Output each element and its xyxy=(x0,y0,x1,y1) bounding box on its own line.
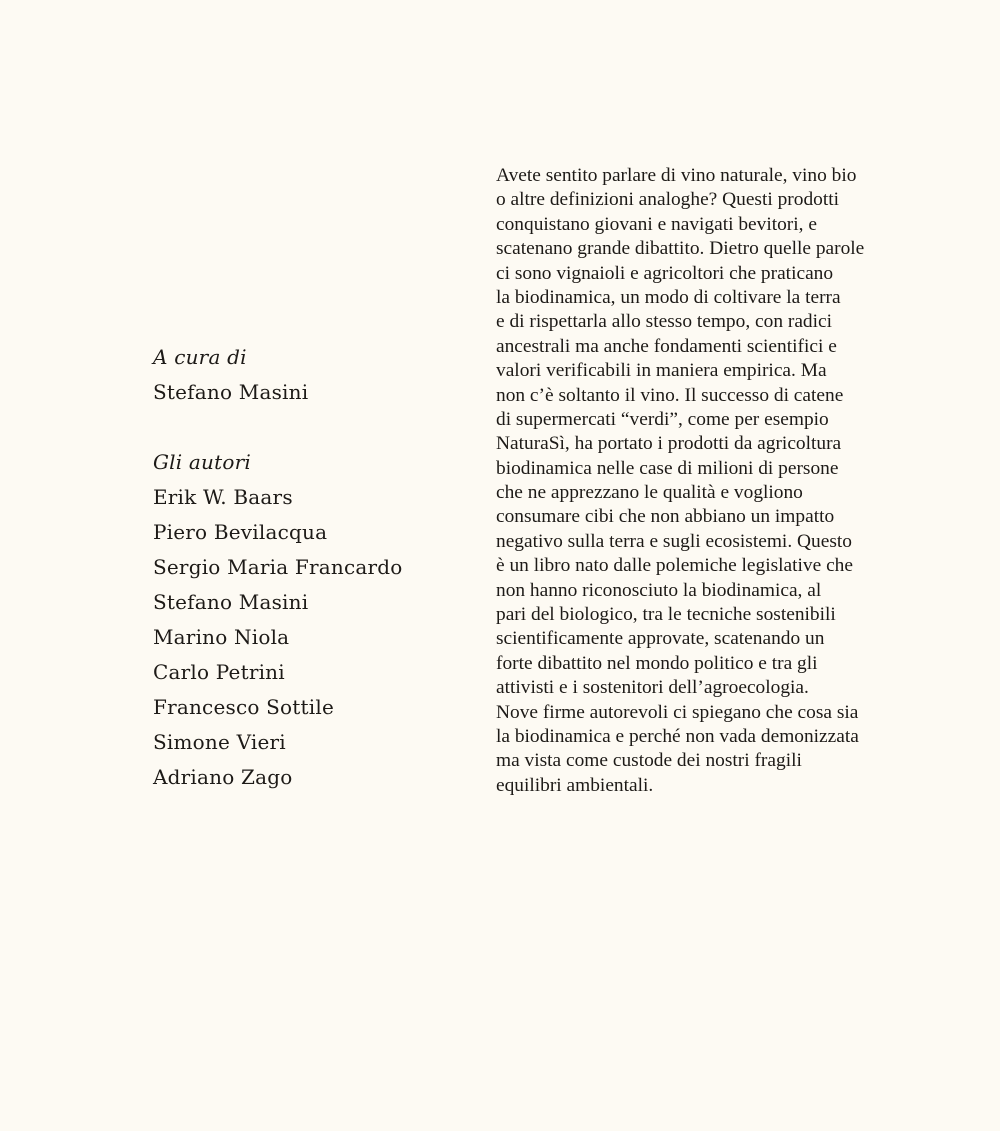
description-line: negativo sulla terra e sugli ecosistemi. Questo xyxy=(496,530,852,552)
description-line: non c’è soltanto il vino. Il successo di catene xyxy=(496,384,844,406)
description-line: ci sono vignaioli e agricoltori che praticano xyxy=(496,262,834,284)
description-line: la biodinamica e perché non vada demonizzata xyxy=(496,725,859,747)
description-line: biodinamica nelle case di milioni di persone xyxy=(496,457,839,479)
authors-label: Gli autori xyxy=(153,450,251,474)
description-line: la biodinamica, un modo di coltivare la terra xyxy=(496,286,841,308)
description-line: o altre definizioni analoghe? Questi prodotti xyxy=(496,189,840,211)
author-name: Stefano Masini xyxy=(153,590,309,614)
description-line: ma vista come custode dei nostri fragili xyxy=(496,750,802,772)
description-line: conquistano giovani e navigati bevitori, e xyxy=(496,213,817,235)
author-name: Erik W. Baars xyxy=(153,485,293,509)
description-text xyxy=(496,164,916,798)
author-name: Carlo Petrini xyxy=(153,660,285,684)
editor-name: Stefano Masini xyxy=(153,380,309,404)
description-line: pari del biologico, tra le tecniche sostenibili xyxy=(496,604,836,626)
author-name: Sergio Maria Francardo xyxy=(153,555,403,579)
author-name: Piero Bevilacqua xyxy=(153,520,328,544)
description-line: valori verificabili in maniera empirica. Ma xyxy=(496,360,827,382)
description-line: è un libro nato dalle polemiche legislative che xyxy=(496,555,853,577)
description-line: non hanno riconosciuto la biodinamica, al xyxy=(496,579,822,601)
description-line: ancestrali ma anche fondamenti scientifici e xyxy=(496,335,837,357)
author-name: Simone Vieri xyxy=(153,730,286,754)
description-line: attivisti e i sostenitori dell’agroecologia. xyxy=(496,677,809,699)
description-line: equilibri ambientali. xyxy=(496,774,654,796)
author-name: Marino Niola xyxy=(153,625,290,649)
description-line: Nove firme autorevoli ci spiegano che cosa sia xyxy=(496,701,859,723)
description-line: scatenano grande dibattito. Dietro quelle parole xyxy=(496,238,865,260)
author-name: Francesco Sottile xyxy=(153,695,334,719)
description-line: consumare cibi che non abbiano un impatto xyxy=(496,506,835,528)
description-line: che ne apprezzano le qualità e vogliono xyxy=(496,482,803,504)
credits-column xyxy=(153,340,453,795)
description-line: NaturaSì, ha portato i prodotti da agricoltura xyxy=(496,433,842,455)
section-spacer xyxy=(153,410,453,445)
editor-label: A cura di xyxy=(153,345,247,369)
description-line: Avete sentito parlare di vino naturale, vino bio xyxy=(496,165,857,186)
authors-list xyxy=(153,480,453,795)
author-name: Adriano Zago xyxy=(153,765,293,789)
description-line: scientificamente approvate, scatenando un xyxy=(496,628,825,650)
description-line: forte dibattito nel mondo politico e tra gli xyxy=(496,652,818,674)
description-line: di supermercati “verdi”, come per esempio xyxy=(496,408,829,430)
description-line: e di rispettarla allo stesso tempo, con radici xyxy=(496,311,833,333)
